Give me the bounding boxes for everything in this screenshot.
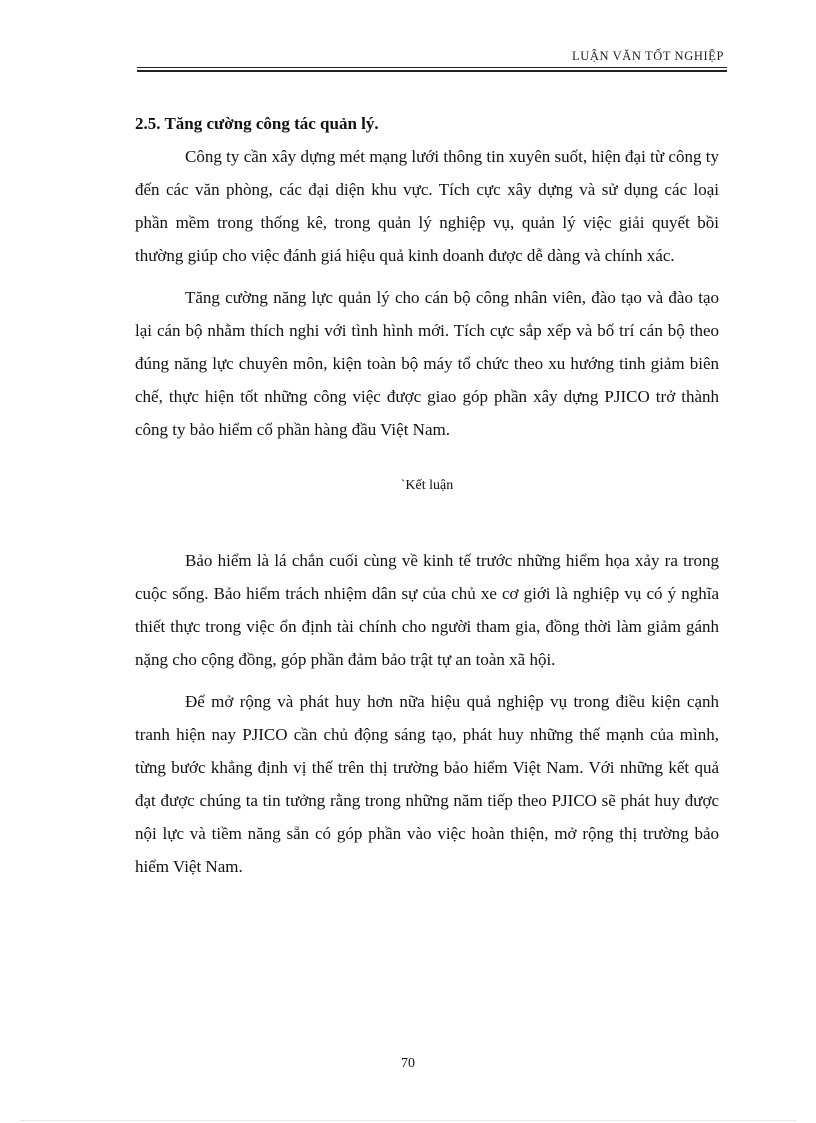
page-content [135,108,719,883]
header-rule-thin [137,67,727,68]
header-rule-thick [137,70,727,72]
conclusion-paragraph-2: Để mở rộng và phát huy hơn nữa hiệu quả nghiệp vụ trong điều kiện cạnh tranh hiện nay PJICO cần chủ động sáng tạo, phát huy những thế mạnh của mình, từng bước khẳng định vị thế trên thị trường bảo hiểm Việt Nam. Với những kết quả đạt được chúng ta tin tưởng rằng trong những năm tiếp theo PJICO sẽ phát huy được nội lực và tiềm năng sẵn có góp phần vào việc hoàn thiện, mở rộng thị trường bảo hiểm Việt Nam. [135,692,719,876]
section-heading: 2.5. Tăng cường công tác quản lý. [135,114,379,133]
section-paragraph-2: Tăng cường năng lực quản lý cho cán bộ công nhân viên, đào tạo và đào tạo lại cán bộ nhằm thích nghi với tình hình mới. Tích cực sắp xếp và bố trí cán bộ theo đúng năng lực chuyên môn, kiện toàn bộ máy tổ chức theo xu hướng tinh giảm biên chế, thực hiện tốt những công việc được giao góp phần xây dựng PJICO trở thành công ty bảo hiểm cổ phần hàng đầu Việt Nam. [135,288,719,439]
running-header: LUẬN VĂN TỐT NGHIỆP [571,49,724,63]
conclusion-title: `Kết luận [400,478,454,493]
bottom-dotted-border [20,1120,796,1121]
conclusion-paragraph-1: Bảo hiểm là lá chắn cuối cùng về kinh tế trước những hiểm họa xảy ra trong cuộc sống. Bảo hiểm trách nhiệm dân sự của chủ xe cơ giới là nghiệp vụ có ý nghĩa thiết thực trong việc ổn định tài chính cho người tham gia, đồng thời làm giảm gánh nặng cho cộng đồng, góp phần đảm bảo trật tự an toàn xã hội. [135,551,719,669]
page-number: 70 [401,1056,415,1071]
section-paragraph-1: Công ty cần xây dựng mét mạng lưới thông tin xuyên suốt, hiện đại từ công ty đến các văn phòng, các đại diện khu vực. Tích cực xây dựng và sử dụng các loại phần mềm trong thống kê, trong quản lý nghiệp vụ, quản lý việc giải quyết bồi thường giúp cho việc đánh giá hiệu quả kinh doanh được dễ dàng và chính xác. [135,147,719,265]
